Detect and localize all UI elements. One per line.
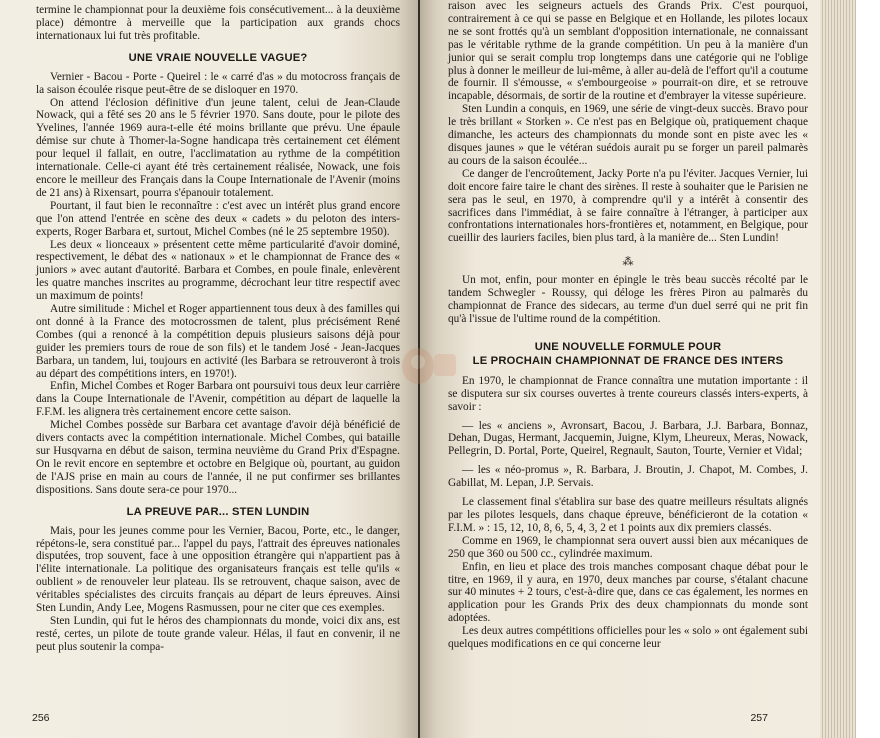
- page-number: 257: [750, 712, 768, 724]
- paragraph: termine le championnat pour la deuxième fois consécutivement... à la deuxième place) démontre à merveille que la participation aux grands chocs internationaux lui fut très profitable.: [36, 4, 400, 42]
- paragraph: Michel Combes possède sur Barbara cet avantage d'avoir déjà bénéficié de divers contacts avec la compétition internationale. Michel Combes, qui bataille sur Husqvarna en début de saison, termina neuvième du Grand Prix d'Espagne. On le revit encore en septembre et octobre en Belgique où, pourtant, au guidon de l'AJS prise en main au cours de l'année, il ne put confirmer ses brillantes dispositions. Sans doute sera-ce pour 1970...: [36, 419, 400, 496]
- paragraph: Vernier - Bacou - Porte - Queirel : le « carré d'as » du motocross français de la saison écoulée risque peut-être de se disloquer en 1970.: [36, 70, 400, 96]
- section-heading: [448, 340, 808, 368]
- paragraph: Les deux autres compétitions officielles pour les « solo » ont également subi quelques modifications en ce qui concerne leur: [448, 625, 808, 651]
- page-edges: [820, 0, 858, 738]
- left-page: [0, 0, 418, 738]
- right-page: [420, 0, 820, 738]
- paragraph: raison avec les seigneurs actuels des Grands Prix. C'est pourquoi, contrairement à ce qui se passe en Belgique et en Hollande, les pilotes locaux ne se sont frottés qu'à un semblant d'opposition internationale, ne connaissant pas le véritable rythme de la grande compétition. Un peu à la manière d'un junior qui se serait complu trop longtemps dans une catégorie qui ne l'oblige plus à donner le meilleur de lui-même, à aller au-delà de l'effort qu'il a coutume de fournir. Il s'émousse, « s'embourgeoise » pourrait-on dire, et se retrouve incapable, désormais, de sortir de la routine et d'embrayer la vitesse supérieure.: [448, 0, 808, 103]
- paragraph: En 1970, le championnat de France connaîtra une mutation importante : il se disputera sur six courses ouvertes à trente coureurs classés inters-experts, à savoir :: [448, 374, 808, 413]
- paragraph: On attend l'éclosion définitive d'un jeune talent, celui de Jean-Claude Nowack, qui a fêté ses 20 ans le 5 février 1970. Sans doute, pour le pilote des Yvelines, l'année 1969 aura-t-elle été moins brillante que prévu. Une épaule démise sur chute à Thomer-la-Sogne handicapa très certainement cet élément pour lequel il fallait, en outre, l'acclimatation au rythme de la compétition internationale. Celle-ci ayant été très certainement réalisée, Nowack, une fois encore le meilleur des Français dans la Coupe Internationale de l'Avenir (moins de 21 ans) à Rixensart, pourra s'épanouir totalement.: [36, 96, 400, 199]
- heading-line: UNE NOUVELLE FORMULE POUR: [534, 340, 722, 353]
- paragraph: Sten Lundin, qui fut le héros des championnats du monde, voici dix ans, est resté, certes, un pilote de toute grande valeur. Hélas, il faut en convenir, il ne peut plus soutenir la compa-: [36, 614, 400, 653]
- paragraph: Sten Lundin a conquis, en 1969, une série de vingt-deux succès. Bravo pour le très brillant « Storken ». Ce n'est pas en Belgique où, pratiquement chaque dimanche, les acteurs des championnats du monde sont en piste avec les « disques jaunes » que le vétéran suédois aurait pu se forger un pareil palmarès au cours de la saison écoulée...: [448, 103, 808, 167]
- paragraph: Enfin, Michel Combes et Roger Barbara ont poursuivi tous deux leur carrière dans la Coupe Internationale de l'Avenir, compétition au départ de laquelle la F.F.M. les alignera très certainement encore cette saison.: [36, 380, 400, 419]
- heading-line: LE PROCHAIN CHAMPIONNAT DE FRANCE DES INTERS: [472, 354, 784, 367]
- section-heading: LA PREUVE PAR... STEN LUNDIN: [126, 505, 310, 518]
- section-heading: UNE VRAIE NOUVELLE VAGUE?: [128, 51, 308, 64]
- paragraph: Comme en 1969, le championnat sera ouvert aussi bien aux mécaniques de 250 que 360 ou 500 cc., cylindrée maximum.: [448, 534, 808, 560]
- section-separator: ⁂: [622, 256, 634, 269]
- paragraph: Ce danger de l'encroûtement, Jacky Porte n'a pu l'éviter. Jacques Vernier, lui doit encore faire taire le chant des sirènes. Il reste à souhaiter que le Parisien ne sera pas le seul, en 1970, à comprendre qu'il y a intérêt à consentir des sacrifices dans l'immédiat, à se faire connaître à l'étranger, à participer aux confrontations internationales hors-frontières et, notamment, en Belgique, pour cueillir des lauriers faciles, bien plus tard, à la manière de... Sten Lundin!: [448, 167, 808, 245]
- paragraph: Enfin, en lieu et place des trois manches composant chaque débat pour le titre, en 1969, il y aura, en 1970, deux manches par course, s'étalant chacune sur 40 minutes + 2 tours, c'est-à-dire que, dans ce cas également, les normes en application pour les Grands Prix des deux championnats du monde sont adoptées.: [448, 560, 808, 625]
- watermark-stamp-icon: [398, 340, 462, 390]
- paragraph: Autre similitude : Michel et Roger appartiennent tous deux à des familles qui ont donné à la France des motocrossmen de talent, plus précisément René Combes (qui a renoncé à la compétition depuis plusieurs saisons déjà pour guider les premiers tours de roue de son fils) et le tandem José - Jean-Jacques Barbara, un tandem, lui, toujours en activité (les Barbara se retrouveront à trois au départ des compétitions inters, en 1970!).: [36, 303, 400, 380]
- page-number: 256: [32, 712, 50, 724]
- paragraph: Mais, pour les jeunes comme pour les Vernier, Bacou, Porte, etc., le danger, répétons-le, sera constitué par... l'appel du pays, l'attrait des épreuves nationales disputées, trop souvent, face à une opposition étrangère qui n'appartient pas à l'élite internationale. La politique des organisateurs français est telle qu'ils « oublient » de renouveler leur plateau. Ils se retrouvent, chaque saison, avec de véritables spécialistes des circuits français au départ de leurs épreuves. Ainsi Sten Lundin, Andy Lee, Mogens Rasmussen, pour ne citer que ces exemples.: [36, 524, 400, 615]
- book-cover-edge: [856, 0, 880, 738]
- paragraph: Pourtant, il faut bien le reconnaître : c'est avec un intérêt plus grand encore que l'on attend l'entrée en scène des deux « cadets » du peloton des inters-experts, Roger Barbara et, surtout, Michel Combes (né le 25 septembre 1950).: [36, 199, 400, 238]
- paragraph: — les « anciens », Avronsart, Bacou, J. Barbara, J.J. Barbara, Bonnaz, Dehan, Dugas, Hermant, Jacquemin, Juigne, Klym, Lheureux, Meras, Nowack, Pellegrin, D. Portal, Porte, Queirel, Regnault, Sauton, Tourte, Vernier et Vidal;: [448, 419, 808, 458]
- paragraph: Le classement final s'établira sur base des quatre meilleurs résultats alignés par les pilotes lesquels, dans chaque épreuve, bénéficieront de la cotation « F.I.M. » : 15, 12, 10, 8, 6, 5, 4, 3, 2 et 1 points aux dix premiers classés.: [448, 496, 808, 534]
- paragraph: Un mot, enfin, pour monter en épingle le très beau succès récolté par le tandem Schwegler - Roussy, qui déloge les frères Piron au palmarès du championnat de France des sidecars, au terme d'un duel serré qui ne prit fin qu'à l'issue de l'ultime round de la compétition.: [448, 274, 808, 325]
- paragraph: — les « néo-promus », R. Barbara, J. Broutin, J. Chapot, M. Combes, J. Gabillat, M. Lepan, J.P. Servais.: [448, 464, 808, 490]
- paragraph: Les deux « lionceaux » présentent cette même particularité d'avoir dominé, respectivement, le débat des « nationaux » et le championnat de France des « juniors » avec autant d'autorité. Barbara et Combes, en poule finale, enlevèrent les quatre manches inscrites au programme, décrochant leur titre respectif avec un maximum de points!: [36, 238, 400, 303]
